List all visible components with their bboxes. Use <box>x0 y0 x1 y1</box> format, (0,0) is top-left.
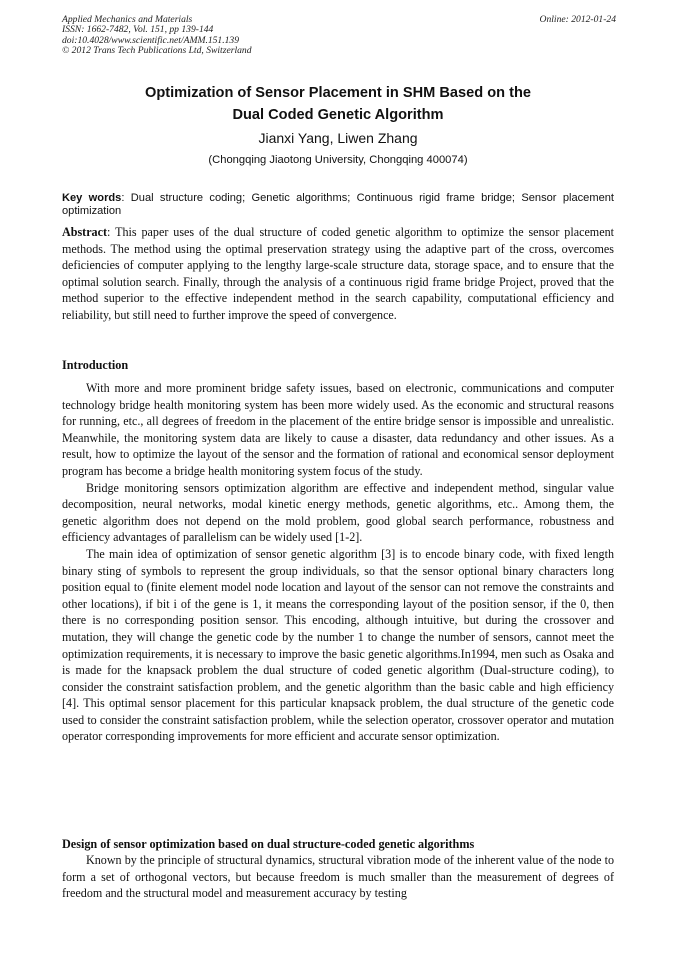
affiliation: (Chongqing Jiaotong University, Chongqing 400074) <box>208 154 468 166</box>
online-date: Online: 2012-01-24 <box>539 14 616 25</box>
keywords-text: : Dual structure coding; Genetic algorithms; Continuous rigid frame bridge; Sensor placement optimization <box>62 192 614 217</box>
keywords <box>62 192 614 218</box>
doi-line: doi:10.4028/www.scientific.net/AMM.151.139 <box>62 34 240 46</box>
paragraph: Known by the principle of structural dynamics, structural vibration mode of the inherent value of the node to form a set of orthogonal vectors, but because freedom is much smaller than the measurement of degrees of freedom and the structural model and measurement accuracy by testing <box>62 853 614 901</box>
design-heading: Design of sensor optimization based on dual structure-coded genetic algorithms <box>62 837 475 851</box>
paragraph: The main idea of optimization of sensor genetic algorithm [3] is to encode binary code, with fixed length binary sting of symbols to represent the group individuals, so that the sensor optional binary characters long position equal to (finite element model node location and layout of the sensor can not remove the constraints and other locations), if bit i of the gene is 1, it means the corresponding layout of the position sensor, if the 0, then there is no corresponding position sensor. This encoding, although intuitive, but during the crossover and mutation, they will change the genetic code by the number 1 to change the number of sensors, cannot meet the optimization requirements, it is necessary to improve the basic genetic algorithms.In1994, men such as Osaka and is made for the knapsack problem the dual structure of coded genetic algorithm (Dual-structure coding), to consider the constraint satisfaction problem, and the genetic algorithm than the basic cable and high efficiency [4]. This optimal sensor placement for this particular knapsack problem, the dual structure of the genetic code used to consider the constraint satisfaction problem, while the selection operator, crossover operator and mutation operator corresponding improvements for more efficient and accurate sensor optimization. <box>62 546 614 744</box>
paragraph: With more and more prominent bridge safety issues, based on electronic, communications and computer technology bridge health monitoring system has been more widely used. As the economic and structural reasons for running, etc., all degrees of freedom in the placement of the entire bridge sensor is impossible and unrealistic. Meanwhile, the monitoring system data are likely to cause a disaster, data redundancy and other issues. As a result, how to optimize the layout of the sensor and the formation of rational and economical sensor deployment program has become a bridge health monitoring system focus of the study. <box>62 381 614 478</box>
journal-name: Applied Mechanics and Materials <box>62 14 193 25</box>
copyright-line: © 2012 Trans Tech Publications Ltd, Switzerland <box>62 45 252 57</box>
journal-header <box>62 15 252 57</box>
abstract <box>62 224 614 324</box>
introduction-body <box>62 380 614 745</box>
paper-title <box>62 82 614 126</box>
title-line-1: Optimization of Sensor Placement in SHM Based on the <box>145 85 531 101</box>
keywords-label: Key words <box>62 192 122 204</box>
abstract-label: Abstract <box>62 225 108 239</box>
design-body <box>62 852 614 902</box>
introduction-heading: Introduction <box>62 358 129 372</box>
title-line-2: Dual Coded Genetic Algorithm <box>232 107 444 123</box>
abstract-text: : This paper uses of the dual structure of coded genetic algorithm to optimize the sensor placement methods. The method using the optimal preservation strategy using the adaptive part of the cross, overcomes deficiencies of computer applying to the lengthy large-scale structure data, storage space, and to ensure that the optimal solution search. Finally, through the analysis of a continuous rigid frame bridge Project, proved that the method superior to the effective independent method in the search capability, computational efficiency and reliability, but still need to further improve the speed of convergence. <box>62 225 614 322</box>
authors: Jianxi Yang, Liwen Zhang <box>258 130 418 146</box>
issn-line: ISSN: 1662-7482, Vol. 151, pp 139-144 <box>62 24 214 36</box>
paragraph: Bridge monitoring sensors optimization algorithm are effective and independent method, singular value decomposition, neural networks, modal kinetic energy methods, genetic algorithms, etc.. Among them, the genetic algorithm does not depend on the mold problem, good global search performance, robustness and efficiency advantages of parallelism can be widely used [1-2]. <box>62 480 614 545</box>
